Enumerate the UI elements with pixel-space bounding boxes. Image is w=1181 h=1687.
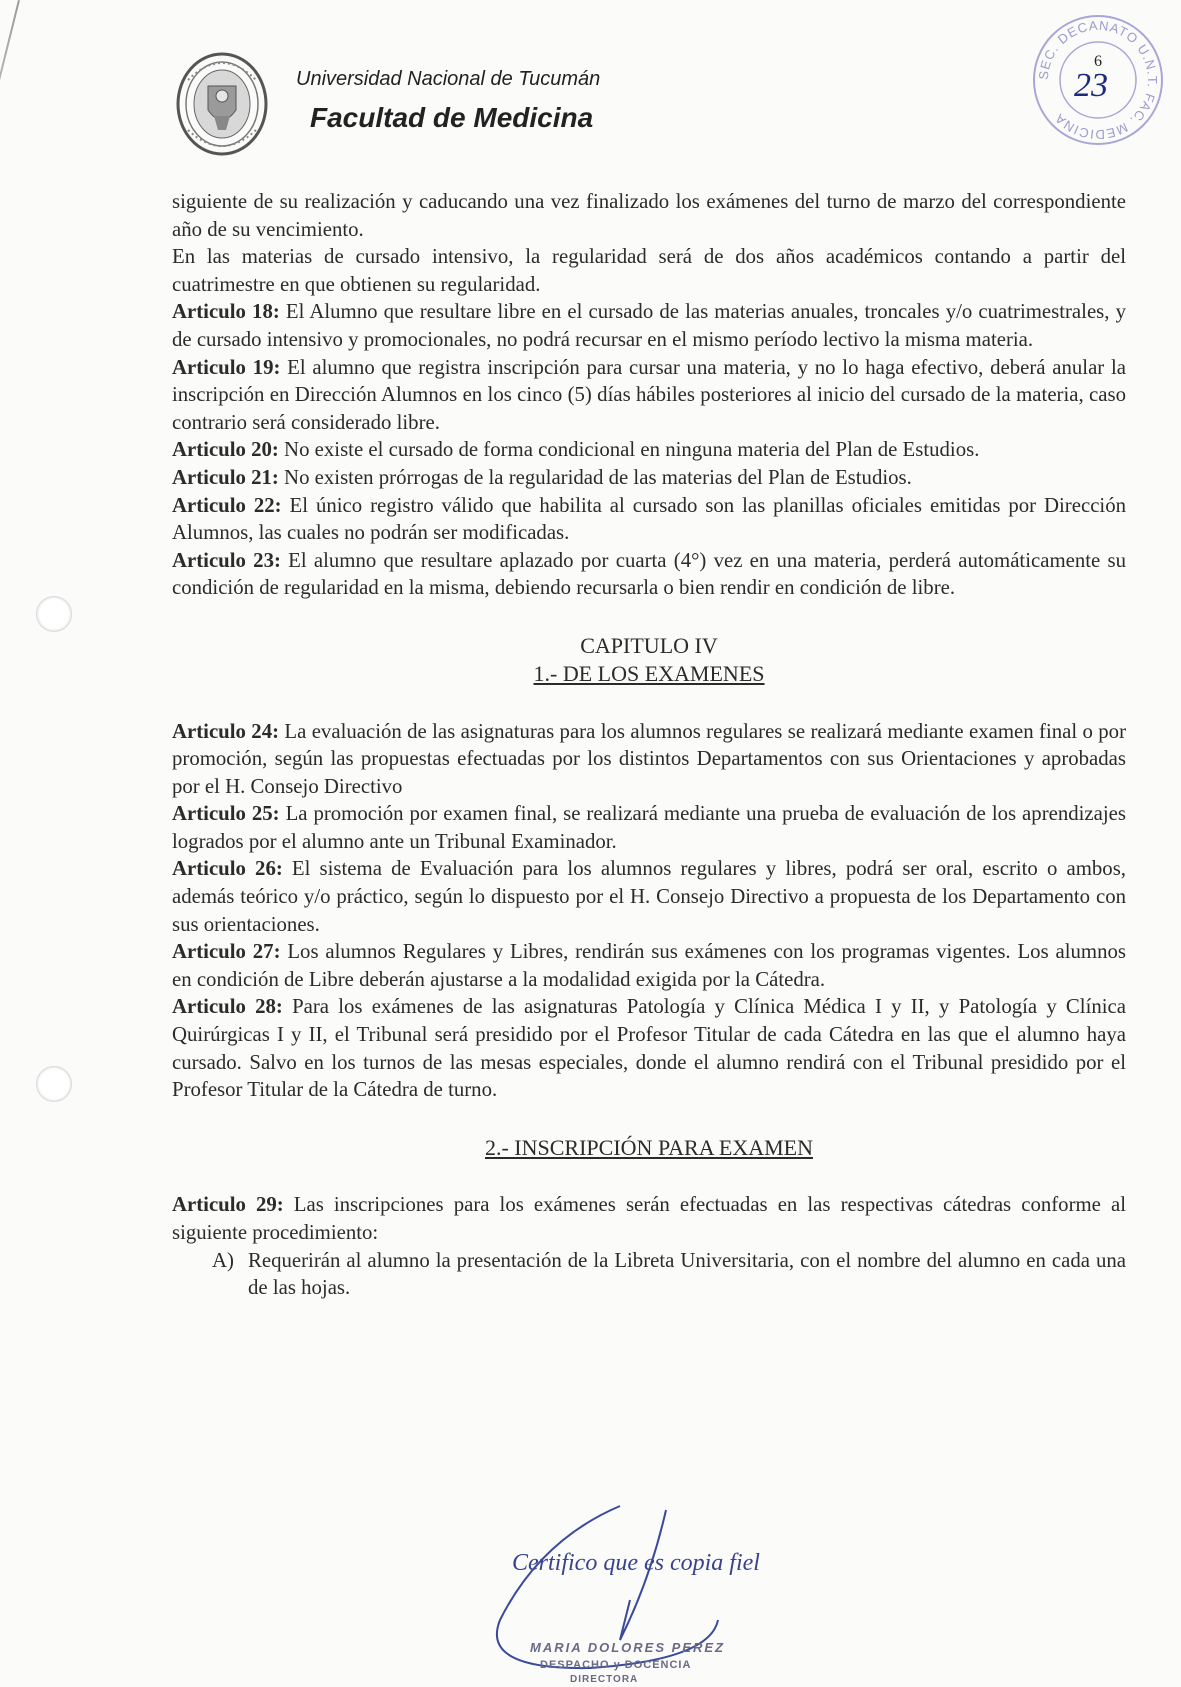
article-text: El Alumno que resultare libre en el cursado de las materias anuales, troncales y/o cuatrimestrales, y de cursado intensivo y promocionales, no podrá recursar en el mismo período lectivo la misma materia. <box>172 300 1126 351</box>
article-text: La evaluación de las asignaturas para los alumnos regulares se realizará mediante examen final o por promoción, según las propuestas efectuadas por los distintos Departamentos con sus Orientaciones y aprobadas por el H. Consejo Directivo <box>172 719 1126 798</box>
article-text: La promoción por examen final, se realizará mediante una prueba de evaluación de los aprendizajes logrados por el alumno ante un Tribunal Examinador. <box>172 802 1126 853</box>
article-label: Articulo 23: <box>172 548 281 572</box>
article-label: Articulo 24: <box>172 719 280 743</box>
spacer <box>172 688 1126 718</box>
article-label: Articulo 21: <box>172 465 279 489</box>
list-item-text: Requerirán al alumno la presentación de la Libreta Universitaria, con el nombre del alumno en cada una de las hojas. <box>248 1248 1126 1300</box>
list-item-a <box>172 1247 1126 1302</box>
section-title-inscription: 2.- INSCRIPCIÓN PARA EXAMEN <box>484 1134 813 1160</box>
list-marker: A) <box>212 1248 234 1272</box>
article-19 <box>172 354 1126 437</box>
article-28 <box>172 993 1126 1103</box>
fold-crease-line <box>0 0 20 292</box>
university-seal-icon <box>174 50 270 158</box>
article-text: Los alumnos Regulares y Libres, rendirán sus exámenes con los programas vigentes. Los alumnos en condición de Libre deberán ajustarse a la modalidad exigida por la Cátedra. <box>172 940 1126 991</box>
article-26 <box>172 855 1126 938</box>
article-20 <box>172 436 1126 464</box>
certification-signature <box>470 1500 800 1686</box>
spacer <box>172 602 1126 632</box>
signature-role: DIRECTORA <box>570 1674 639 1685</box>
article-18 <box>172 298 1126 353</box>
stamp-page-number: 23 <box>1074 67 1108 104</box>
article-text: Para los exámenes de las asignaturas Patología y Clínica Médica I y II, y Patología y Clínica Quirúrgicas I y II, el Tribunal será presidido por el Profesor Titular de cada Cátedra en las que el alumno haya cursado. Salvo en los turnos de las mesas especiales, donde el alumno rendirá con el Tribunal presidido por el Profesor Titular de la Cátedra de turno. <box>172 995 1126 1102</box>
article-29 <box>172 1191 1126 1246</box>
paragraph-continuation: siguiente de su realización y caducando una vez finalizado los exámenes del turno de marzo del correspondiente año de su vencimiento. <box>172 190 1126 241</box>
article-text: El sistema de Evaluación para los alumnos regulares y libres, podrá ser oral, escrito o ambos, además teórico y/o práctico, según lo dispuesto por el H. Consejo Directivo a propuesta de los Departamento con sus orientaciones. <box>172 857 1126 936</box>
article-label: Articulo 22: <box>172 493 282 517</box>
article-text: El único registro válido que habilita al cursado son las planillas oficiales emitidas por Dirección Alumnos, las cuales no podrán ser modificadas. <box>172 493 1126 545</box>
article-text: No existen prórrogas de la regularidad de las materias del Plan de Estudios. <box>278 465 912 489</box>
article-25 <box>172 800 1126 855</box>
signature-name: MARIA DOLORES PEREZ <box>530 1640 725 1655</box>
article-label: Articulo 19: <box>172 355 281 379</box>
article-label: Articulo 18: <box>172 300 280 324</box>
punch-hole-bottom <box>36 1066 72 1102</box>
article-text: El alumno que registra inscripción para cursar una materia, y no lo haga efectivo, deberá anular la inscripción en Dirección Alumnos en los cinco (5) días hábiles posteriores al inicio del cursado de la materia, caso contrario será considerado libre. <box>172 355 1126 434</box>
article-27 <box>172 938 1126 993</box>
article-21 <box>172 464 1126 492</box>
section-title-exams: 1.- DE LOS EXAMENES <box>533 660 765 686</box>
office-stamp <box>1028 10 1168 150</box>
faculty-name: Facultad de Medicina <box>310 102 594 133</box>
article-text: Las inscripciones para los exámenes serán efectuadas en las respectivas cátedras conforme al siguiente procedimiento: <box>172 1193 1126 1244</box>
chapter-title: CAPITULO IV <box>580 632 718 658</box>
article-label: Articulo 29: <box>172 1193 284 1217</box>
article-24 <box>172 718 1126 801</box>
article-label: Articulo 27: <box>172 940 281 964</box>
punch-hole-top <box>36 596 72 632</box>
article-22 <box>172 492 1126 547</box>
signature-handwritten-text: Certifico que es copia fiel <box>512 1550 760 1576</box>
university-name: Universidad Nacional de Tucumán <box>296 68 601 90</box>
article-label: Articulo 25: <box>172 802 280 826</box>
article-label: Articulo 20: <box>172 438 279 462</box>
article-text: El alumno que resultare aplazado por cuarta (4°) vez en una materia, perderá automáticamente su condición de regularidad en la misma, debiendo recursarla o bien rendir en condición de libre. <box>172 548 1126 600</box>
spacer <box>172 1161 1126 1191</box>
stamp-ring-text: SEC. DECANATO U.N.T. FAC. MEDICINA <box>1035 17 1161 143</box>
spacer <box>172 1104 1126 1134</box>
article-text: No existe el cursado de forma condicional en ninguna materia del Plan de Estudios. <box>278 438 980 462</box>
body-text <box>172 188 1126 1302</box>
signature-dept: DESPACHO y DOCENCIA <box>540 1659 692 1671</box>
article-23 <box>172 547 1126 602</box>
article-label: Articulo 28: <box>172 995 283 1019</box>
paragraph-intensive: En las materias de cursado intensivo, la regularidad será de dos años académicos contando a partir del cuatrimestre en que obtienen su regularidad. <box>172 245 1126 296</box>
stamp-small-number: 6 <box>1094 53 1102 70</box>
article-label: Articulo 26: <box>172 857 283 881</box>
